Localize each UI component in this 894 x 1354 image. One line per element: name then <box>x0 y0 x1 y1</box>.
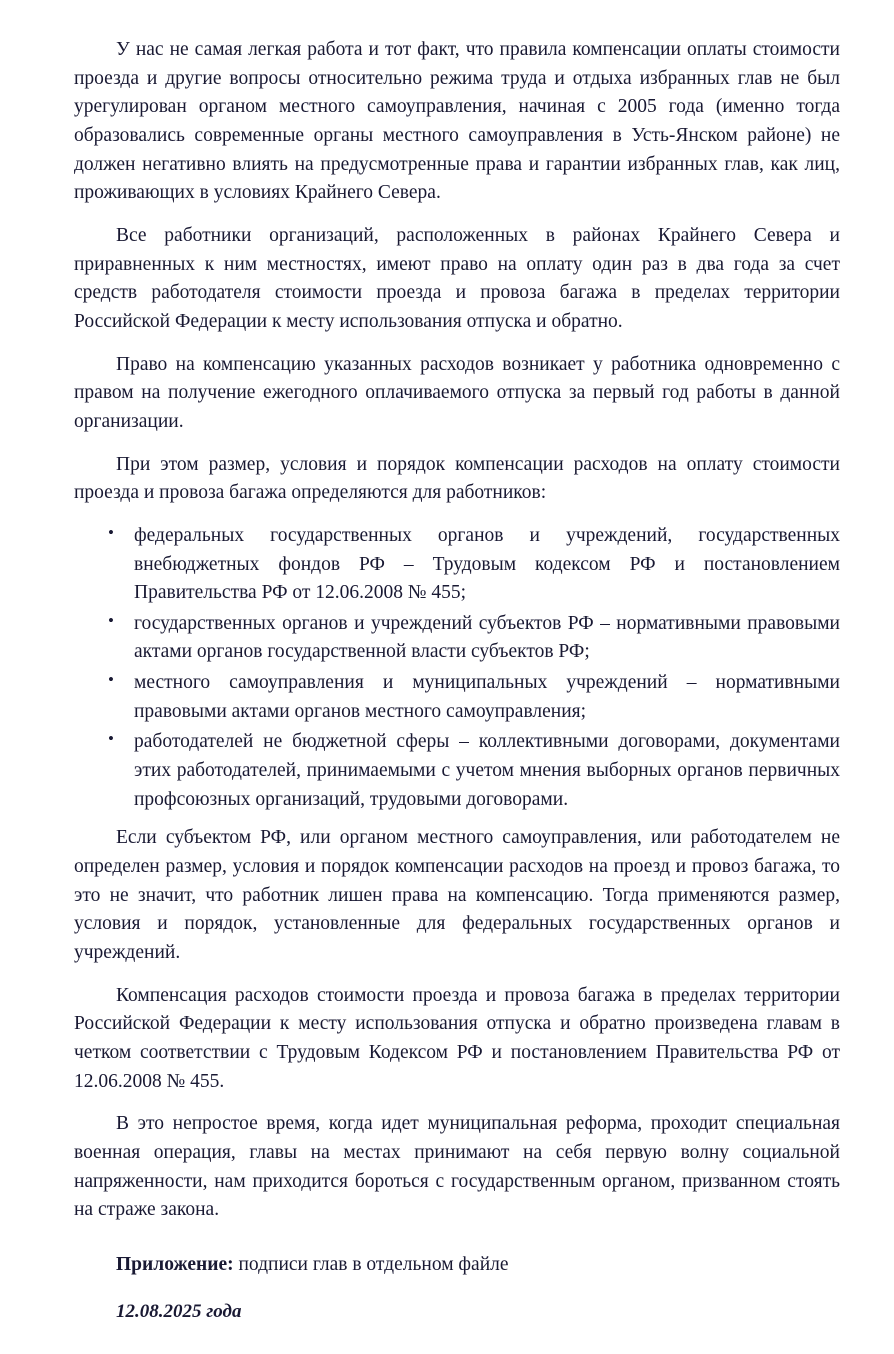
paragraph-7: В это непростое время, когда идет муниципальная реформа, проходит специальная военная операция, главы на местах принимают на себя первую волну социальной напряженности, нам приходится бороться с государственным органом, призванном стоять на страже закона. <box>74 1113 840 1221</box>
list-item: • федеральных государственных органов и учреждений, государственных внебюджетных фондов РФ – Трудовым кодексом РФ и постановлением Правительства РФ от 12.06.2008 № 455; <box>74 522 840 608</box>
list-item: • местного самоуправления и муниципальных учреждений – нормативными правовыми актами органов местного самоуправления; <box>74 669 840 726</box>
paragraph-5: Если субъектом РФ, или органом местного самоуправления, или работодателем не определен размер, условия и порядок компенсации расходов на проезд и провоз багажа, то это не значит, что работник лишен права на компенсацию. Тогда применяются размер, условия и порядок, установленные для федеральных государственных органов и учреждений. <box>74 827 840 964</box>
paragraph-3: Право на компенсацию указанных расходов возникает у работника одновременно с правом на получение ежегодного оплачиваемого отпуска за первый год работы в данной организации. <box>74 353 840 432</box>
paragraph-4: При этом размер, условия и порядок компенсации расходов на оплату стоимости проезда и провоза багажа определяются для работников: <box>74 453 840 504</box>
document-date: 12.08.2025 года <box>116 1300 242 1322</box>
attachment-line <box>74 1251 840 1280</box>
paragraph-1: У нас не самая легкая работа и тот факт, что правила компенсации оплаты стоимости проезда и другие вопросы относительно режима труда и отдыха избранных глав не был урегулирован органом местного самоуправления, начиная с 2005 года (именно тогда образовались современные органы местного самоуправления в Усть-Янском районе) не должен негативно влиять на предусмотренные права и гарантии избранных глав, как лиц, проживающих в условиях Крайнего Севера. <box>74 39 840 204</box>
attachment-label: Приложение: <box>116 1253 234 1275</box>
attachment-text: подписи глав в отдельном файле <box>233 1253 509 1275</box>
list-item: • работодателей не бюджетной сферы – коллективными договорами, документами этих работодателей, принимаемыми с учетом мнения выборных органов первичных профсоюзных организаций, трудовыми договорами. <box>74 728 840 814</box>
bullet-list <box>74 522 840 815</box>
list-item: • государственных органов и учреждений субъектов РФ – нормативными правовыми актами органов государственной власти субъектов РФ; <box>74 610 840 667</box>
paragraph-6: Компенсация расходов стоимости проезда и провоза багажа в пределах территории Российской Федерации к месту использования отпуска и обратно произведена главам в четком соответствии с Трудовым Кодексом РФ и постановлением Правительства РФ от 12.06.2008 № 455. <box>74 984 840 1092</box>
paragraph-2: Все работники организаций, расположенных в районах Крайнего Севера и приравненных к ним местностях, имеют право на оплату один раз в два года за счет средств работодателя стоимости проезда и провоза багажа в пределах территории Российской Федерации к месту использования отпуска и обратно. <box>74 224 840 332</box>
